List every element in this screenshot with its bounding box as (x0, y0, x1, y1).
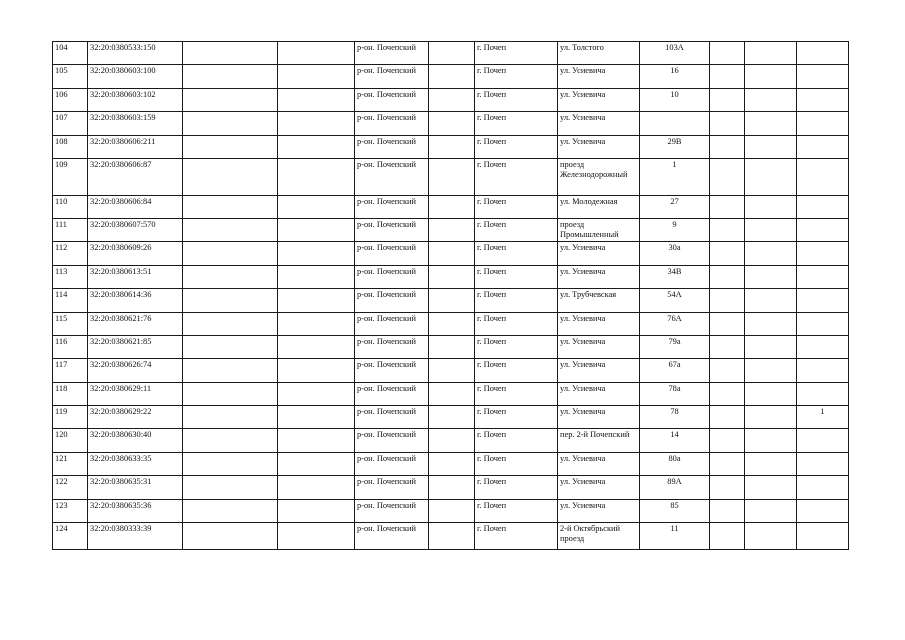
empty-cell (278, 265, 355, 288)
empty-cell (710, 499, 745, 522)
city-cell: г. Почеп (475, 135, 558, 158)
empty-cell (429, 452, 475, 475)
house-number-cell: 80а (640, 452, 710, 475)
empty-cell (745, 242, 797, 265)
district-cell: р-он. Почепский (355, 476, 429, 499)
empty-cell (745, 135, 797, 158)
table-row (53, 265, 849, 288)
district-cell: р-он. Почепский (355, 406, 429, 429)
district-cell: р-он. Почепский (355, 359, 429, 382)
empty-cell (745, 219, 797, 242)
cadastral-number: 32:20:0380603:159 (88, 112, 183, 135)
empty-cell (710, 195, 745, 218)
empty-cell (710, 88, 745, 111)
empty-cell (710, 452, 745, 475)
empty-cell (745, 265, 797, 288)
street-cell: ул. Усиевича (558, 312, 640, 335)
house-number-cell: 10 (640, 88, 710, 111)
empty-cell (710, 65, 745, 88)
cadastral-number: 32:20:0380603:102 (88, 88, 183, 111)
district-cell: р-он. Почепский (355, 88, 429, 111)
city-cell: г. Почеп (475, 335, 558, 358)
cadastral-number: 32:20:0380633:35 (88, 452, 183, 475)
empty-cell (745, 359, 797, 382)
house-number-cell: 29В (640, 135, 710, 158)
empty-cell (745, 382, 797, 405)
empty-cell (183, 135, 278, 158)
empty-cell (710, 476, 745, 499)
empty-cell (710, 312, 745, 335)
empty-cell (278, 242, 355, 265)
table-row (53, 195, 849, 218)
table-row (53, 135, 849, 158)
row-number: 112 (53, 242, 88, 265)
extra-cell (797, 335, 849, 358)
house-number-cell: 103А (640, 42, 710, 65)
empty-cell (429, 476, 475, 499)
empty-cell (183, 499, 278, 522)
extra-cell (797, 359, 849, 382)
row-number: 119 (53, 406, 88, 429)
row-number: 113 (53, 265, 88, 288)
empty-cell (278, 195, 355, 218)
empty-cell (745, 452, 797, 475)
table-row (53, 242, 849, 265)
city-cell: г. Почеп (475, 195, 558, 218)
empty-cell (710, 42, 745, 65)
cadastral-number: 32:20:0380613:51 (88, 265, 183, 288)
row-number: 117 (53, 359, 88, 382)
empty-cell (710, 382, 745, 405)
empty-cell (745, 335, 797, 358)
empty-cell (429, 242, 475, 265)
empty-cell (278, 135, 355, 158)
extra-cell (797, 242, 849, 265)
empty-cell (183, 406, 278, 429)
city-cell: г. Почеп (475, 219, 558, 242)
empty-cell (183, 195, 278, 218)
empty-cell (183, 112, 278, 135)
empty-cell (183, 359, 278, 382)
city-cell: г. Почеп (475, 242, 558, 265)
row-number: 106 (53, 88, 88, 111)
city-cell: г. Почеп (475, 289, 558, 312)
house-number-cell: 16 (640, 65, 710, 88)
empty-cell (710, 158, 745, 195)
row-number: 110 (53, 195, 88, 218)
row-number: 107 (53, 112, 88, 135)
district-cell: р-он. Почепский (355, 135, 429, 158)
cadastral-number: 32:20:0380614:36 (88, 289, 183, 312)
table-row (53, 42, 849, 65)
empty-cell (710, 112, 745, 135)
house-number-cell: 9 (640, 219, 710, 242)
empty-cell (429, 65, 475, 88)
empty-cell (710, 406, 745, 429)
cadastral-table (52, 41, 849, 550)
empty-cell (429, 429, 475, 452)
empty-cell (745, 65, 797, 88)
district-cell: р-он. Почепский (355, 382, 429, 405)
empty-cell (429, 88, 475, 111)
extra-cell (797, 452, 849, 475)
row-number: 109 (53, 158, 88, 195)
empty-cell (183, 158, 278, 195)
table-row (53, 382, 849, 405)
empty-cell (429, 219, 475, 242)
cadastral-number: 32:20:0380626:74 (88, 359, 183, 382)
street-cell: ул. Усиевича (558, 88, 640, 111)
district-cell: р-он. Почепский (355, 65, 429, 88)
extra-cell (797, 158, 849, 195)
street-cell: ул. Усиевича (558, 112, 640, 135)
house-number-cell: 78а (640, 382, 710, 405)
empty-cell (745, 312, 797, 335)
street-cell: ул. Усиевича (558, 135, 640, 158)
cadastral-number: 32:20:0380606:211 (88, 135, 183, 158)
street-cell: ул. Усиевича (558, 452, 640, 475)
city-cell: г. Почеп (475, 312, 558, 335)
empty-cell (745, 429, 797, 452)
empty-cell (429, 382, 475, 405)
table-row (53, 289, 849, 312)
extra-cell: 1 (797, 406, 849, 429)
extra-cell (797, 42, 849, 65)
cadastral-number: 32:20:0380606:87 (88, 158, 183, 195)
empty-cell (183, 382, 278, 405)
row-number: 115 (53, 312, 88, 335)
cadastral-number: 32:20:0380629:11 (88, 382, 183, 405)
row-number: 121 (53, 452, 88, 475)
city-cell: г. Почеп (475, 382, 558, 405)
city-cell: г. Почеп (475, 265, 558, 288)
house-number-cell: 14 (640, 429, 710, 452)
extra-cell (797, 88, 849, 111)
empty-cell (710, 335, 745, 358)
city-cell: г. Почеп (475, 65, 558, 88)
district-cell: р-он. Почепский (355, 42, 429, 65)
cadastral-number: 32:20:0380603:100 (88, 65, 183, 88)
empty-cell (183, 219, 278, 242)
house-number-cell: 54А (640, 289, 710, 312)
row-number: 120 (53, 429, 88, 452)
cadastral-number: 32:20:0380635:31 (88, 476, 183, 499)
empty-cell (278, 429, 355, 452)
empty-cell (278, 382, 355, 405)
empty-cell (278, 65, 355, 88)
empty-cell (183, 289, 278, 312)
empty-cell (745, 112, 797, 135)
empty-cell (183, 335, 278, 358)
empty-cell (745, 42, 797, 65)
street-cell: проезд Промышленный (558, 219, 640, 242)
street-cell: ул. Толстого (558, 42, 640, 65)
empty-cell (710, 242, 745, 265)
district-cell: р-он. Почепский (355, 195, 429, 218)
table-row (53, 335, 849, 358)
street-cell: ул. Усиевича (558, 242, 640, 265)
table-row (53, 523, 849, 550)
empty-cell (710, 219, 745, 242)
street-cell: ул. Усиевича (558, 406, 640, 429)
city-cell: г. Почеп (475, 452, 558, 475)
city-cell: г. Почеп (475, 158, 558, 195)
house-number-cell: 85 (640, 499, 710, 522)
district-cell: р-он. Почепский (355, 523, 429, 550)
empty-cell (745, 499, 797, 522)
empty-cell (278, 112, 355, 135)
house-number-cell: 79а (640, 335, 710, 358)
district-cell: р-он. Почепский (355, 335, 429, 358)
empty-cell (429, 265, 475, 288)
street-cell: ул. Усиевича (558, 382, 640, 405)
empty-cell (429, 289, 475, 312)
table-row (53, 65, 849, 88)
empty-cell (429, 112, 475, 135)
city-cell: г. Почеп (475, 359, 558, 382)
empty-cell (278, 523, 355, 550)
city-cell: г. Почеп (475, 476, 558, 499)
empty-cell (429, 523, 475, 550)
city-cell: г. Почеп (475, 523, 558, 550)
empty-cell (278, 88, 355, 111)
empty-cell (183, 242, 278, 265)
empty-cell (745, 88, 797, 111)
house-number-cell: 11 (640, 523, 710, 550)
street-cell: ул. Усиевича (558, 65, 640, 88)
district-cell: р-он. Почепский (355, 289, 429, 312)
table-row (53, 406, 849, 429)
extra-cell (797, 112, 849, 135)
empty-cell (183, 312, 278, 335)
empty-cell (710, 289, 745, 312)
empty-cell (429, 195, 475, 218)
city-cell: г. Почеп (475, 499, 558, 522)
empty-cell (183, 42, 278, 65)
table-row (53, 452, 849, 475)
empty-cell (278, 499, 355, 522)
cadastral-number: 32:20:0380635:36 (88, 499, 183, 522)
cadastral-number: 32:20:0380629:22 (88, 406, 183, 429)
table-row (53, 359, 849, 382)
street-cell: ул. Усиевича (558, 265, 640, 288)
empty-cell (278, 406, 355, 429)
house-number-cell: 67а (640, 359, 710, 382)
extra-cell (797, 382, 849, 405)
house-number-cell: 76А (640, 312, 710, 335)
district-cell: р-он. Почепский (355, 499, 429, 522)
empty-cell (710, 523, 745, 550)
empty-cell (429, 135, 475, 158)
table-row (53, 312, 849, 335)
empty-cell (278, 158, 355, 195)
district-cell: р-он. Почепский (355, 112, 429, 135)
extra-cell (797, 195, 849, 218)
row-number: 114 (53, 289, 88, 312)
empty-cell (183, 523, 278, 550)
empty-cell (278, 219, 355, 242)
district-cell: р-он. Почепский (355, 312, 429, 335)
extra-cell (797, 65, 849, 88)
street-cell: ул. Усиевича (558, 499, 640, 522)
city-cell: г. Почеп (475, 406, 558, 429)
empty-cell (278, 42, 355, 65)
empty-cell (429, 359, 475, 382)
district-cell: р-он. Почепский (355, 452, 429, 475)
empty-cell (278, 289, 355, 312)
street-cell: пер. 2-й Почепский (558, 429, 640, 452)
extra-cell (797, 135, 849, 158)
cadastral-number: 32:20:0380606:84 (88, 195, 183, 218)
street-cell: 2-й Октябрьский проезд (558, 523, 640, 550)
empty-cell (745, 523, 797, 550)
empty-cell (710, 265, 745, 288)
empty-cell (183, 429, 278, 452)
empty-cell (278, 476, 355, 499)
district-cell: р-он. Почепский (355, 265, 429, 288)
row-number: 105 (53, 65, 88, 88)
empty-cell (278, 335, 355, 358)
extra-cell (797, 289, 849, 312)
empty-cell (710, 359, 745, 382)
empty-cell (183, 476, 278, 499)
cadastral-number: 32:20:0380621:85 (88, 335, 183, 358)
extra-cell (797, 429, 849, 452)
row-number: 122 (53, 476, 88, 499)
empty-cell (183, 65, 278, 88)
district-cell: р-он. Почепский (355, 158, 429, 195)
table-row (53, 88, 849, 111)
district-cell: р-он. Почепский (355, 429, 429, 452)
extra-cell (797, 499, 849, 522)
empty-cell (429, 499, 475, 522)
street-cell: ул. Усиевича (558, 476, 640, 499)
table-row (53, 476, 849, 499)
empty-cell (278, 452, 355, 475)
row-number: 111 (53, 219, 88, 242)
extra-cell (797, 523, 849, 550)
cadastral-number: 32:20:0380533:150 (88, 42, 183, 65)
district-cell: р-он. Почепский (355, 219, 429, 242)
cadastral-number: 32:20:0380333:39 (88, 523, 183, 550)
street-cell: проезд Железнодорожный (558, 158, 640, 195)
city-cell: г. Почеп (475, 88, 558, 111)
street-cell: ул. Молодежная (558, 195, 640, 218)
cadastral-number: 32:20:0380609:26 (88, 242, 183, 265)
extra-cell (797, 265, 849, 288)
empty-cell (745, 158, 797, 195)
table-row (53, 158, 849, 195)
cadastral-number: 32:20:0380621:76 (88, 312, 183, 335)
table-row (53, 429, 849, 452)
row-number: 104 (53, 42, 88, 65)
district-cell: р-он. Почепский (355, 242, 429, 265)
house-number-cell: 1 (640, 158, 710, 195)
city-cell: г. Почеп (475, 42, 558, 65)
row-number: 118 (53, 382, 88, 405)
empty-cell (745, 406, 797, 429)
empty-cell (429, 158, 475, 195)
house-number-cell (640, 112, 710, 135)
city-cell: г. Почеп (475, 112, 558, 135)
empty-cell (278, 359, 355, 382)
empty-cell (183, 265, 278, 288)
empty-cell (429, 406, 475, 429)
empty-cell (745, 195, 797, 218)
empty-cell (745, 289, 797, 312)
row-number: 123 (53, 499, 88, 522)
table-row (53, 219, 849, 242)
empty-cell (710, 429, 745, 452)
house-number-cell: 30а (640, 242, 710, 265)
extra-cell (797, 219, 849, 242)
empty-cell (429, 335, 475, 358)
cadastral-number: 32:20:0380607:570 (88, 219, 183, 242)
city-cell: г. Почеп (475, 429, 558, 452)
cadastral-number: 32:20:0380630:40 (88, 429, 183, 452)
street-cell: ул. Усиевича (558, 359, 640, 382)
house-number-cell: 34В (640, 265, 710, 288)
row-number: 108 (53, 135, 88, 158)
empty-cell (429, 312, 475, 335)
empty-cell (183, 452, 278, 475)
house-number-cell: 27 (640, 195, 710, 218)
empty-cell (278, 312, 355, 335)
empty-cell (745, 476, 797, 499)
street-cell: ул. Усиевича (558, 335, 640, 358)
table-row (53, 499, 849, 522)
table-row (53, 112, 849, 135)
street-cell: ул. Трубчевская (558, 289, 640, 312)
house-number-cell: 78 (640, 406, 710, 429)
row-number: 116 (53, 335, 88, 358)
empty-cell (183, 88, 278, 111)
extra-cell (797, 476, 849, 499)
house-number-cell: 89А (640, 476, 710, 499)
empty-cell (710, 135, 745, 158)
empty-cell (429, 42, 475, 65)
row-number: 124 (53, 523, 88, 550)
extra-cell (797, 312, 849, 335)
